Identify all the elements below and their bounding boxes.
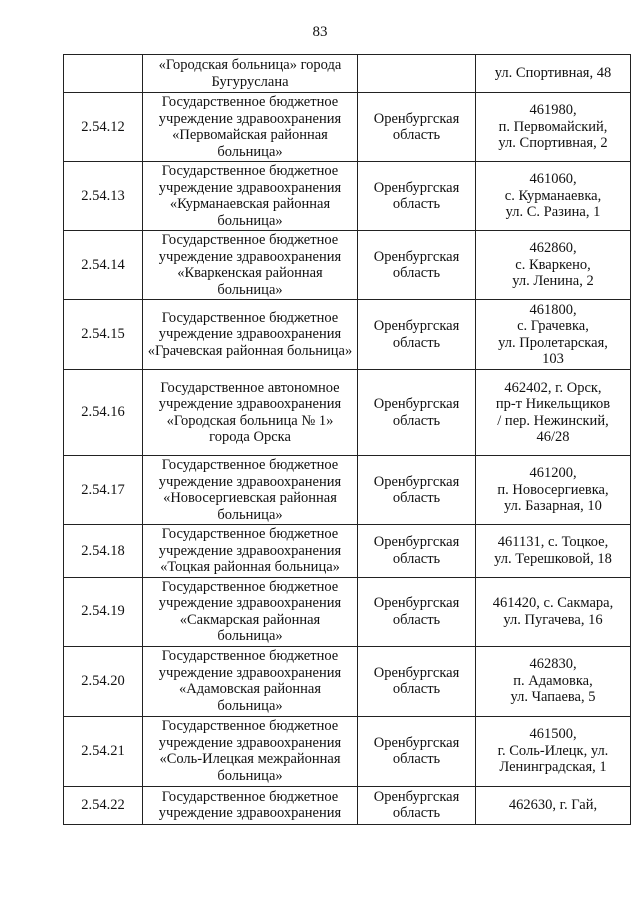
address-cell	[476, 577, 631, 646]
row-number-cell	[64, 577, 143, 646]
address-cell	[476, 93, 631, 162]
table-row	[64, 93, 631, 162]
institution-name-cell	[143, 525, 358, 578]
institution-name-line: «Городская больница» города	[158, 57, 342, 73]
institution-name-line: Государственное бюджетное	[161, 309, 339, 326]
address-cell	[476, 162, 631, 231]
address-line: 46/28	[536, 429, 570, 445]
institution-name-line: больница»	[217, 281, 283, 298]
table-row	[64, 786, 631, 824]
page-number: 83	[312, 24, 328, 40]
institution-name-line: «Курманаевская районная	[169, 196, 331, 212]
row-number: 2.54.19	[81, 603, 125, 620]
institution-name-line: Государственное бюджетное	[161, 788, 339, 805]
region-line: область	[392, 550, 441, 567]
institution-name-line: учреждение здравоохранения	[158, 110, 342, 127]
region-line: Оренбургская	[373, 595, 460, 611]
table-row	[64, 646, 631, 716]
region-line: область	[392, 334, 441, 351]
institution-name-line: больница»	[217, 143, 283, 160]
address-cell	[476, 646, 631, 716]
institution-name-cell	[143, 577, 358, 646]
address-line: 103	[542, 351, 564, 367]
institution-name-line: Государственное бюджетное	[161, 578, 339, 595]
region-line: Оренбургская	[373, 473, 460, 490]
row-number-cell	[64, 525, 143, 578]
region-line: область	[392, 681, 441, 697]
address-line: 461131, с. Тоцкое,	[497, 534, 609, 551]
institution-name-cell	[143, 646, 358, 716]
region-line: Оренбургская	[373, 534, 460, 551]
table-row	[64, 456, 631, 525]
row-number-cell	[64, 370, 143, 456]
region-line: область	[392, 127, 441, 143]
address-line: ул. Пугачева, 16	[503, 611, 603, 628]
row-number-cell	[64, 646, 143, 716]
region-line: Оренбургская	[373, 396, 460, 412]
table-row	[64, 300, 631, 370]
table-row	[64, 162, 631, 231]
address-line: ул. Ленина, 2	[512, 273, 594, 290]
row-number: 2.54.12	[81, 118, 125, 135]
institution-name-line: Государственное бюджетное	[161, 163, 339, 179]
region-line: Оренбургская	[373, 248, 460, 265]
address-line: пр-т Никельщиков	[495, 396, 611, 412]
address-line: 461500,	[529, 726, 577, 743]
region-line: область	[392, 611, 441, 628]
institution-name-line: учреждение здравоохранения	[158, 734, 342, 751]
region-line: Оренбургская	[373, 664, 460, 681]
row-number-cell	[64, 786, 143, 824]
address-line: ул. Пролетарская,	[498, 334, 608, 351]
institution-name-line: учреждение здравоохранения	[158, 664, 342, 681]
region-cell	[358, 716, 476, 786]
region-cell	[358, 646, 476, 716]
institution-name-line: Бугуруслана	[211, 73, 289, 90]
table-row	[64, 55, 631, 93]
address-line: ул. Спортивная, 48	[494, 65, 612, 82]
region-line: Оренбургская	[373, 734, 460, 751]
address-line: ул. Чапаева, 5	[510, 689, 596, 706]
address-line: п. Новосергиевка,	[497, 481, 609, 498]
row-number-cell	[64, 456, 143, 525]
institution-name-line: Государственное бюджетное	[161, 718, 339, 734]
institution-name-line: учреждение здравоохранения	[158, 473, 342, 490]
row-number-cell	[64, 55, 143, 93]
institution-name-line: учреждение здравоохранения	[158, 248, 342, 265]
address-line: с. Курманаевка,	[504, 187, 602, 204]
institution-name-line: «Грачевская районная больница»	[147, 342, 353, 359]
institution-name-line: города Орска	[209, 429, 291, 445]
institution-name-line: больница»	[217, 767, 283, 784]
address-cell	[476, 231, 631, 300]
region-line: область	[392, 751, 441, 767]
institution-name-line: «Соль-Илецкая межрайонная	[159, 751, 341, 767]
institution-name-line: Государственное бюджетное	[161, 232, 339, 248]
region-line: область	[392, 196, 441, 212]
table-row	[64, 525, 631, 578]
table-row	[64, 231, 631, 300]
region-line: Оренбургская	[373, 179, 460, 196]
row-number-cell	[64, 162, 143, 231]
address-line: п. Первомайский,	[498, 118, 608, 135]
row-number-cell	[64, 93, 143, 162]
row-number: 2.54.22	[81, 796, 125, 813]
row-number-cell	[64, 231, 143, 300]
region-cell	[358, 231, 476, 300]
row-number: 2.54.14	[81, 256, 125, 273]
region-line: область	[392, 490, 441, 506]
row-number: 2.54.13	[81, 187, 125, 204]
address-line: ул. С. Разина, 1	[505, 204, 601, 221]
region-cell	[358, 300, 476, 370]
institution-name-cell	[143, 93, 358, 162]
region-cell	[358, 786, 476, 824]
row-number-cell	[64, 716, 143, 786]
region-cell	[358, 162, 476, 231]
institution-name-line: «Городская больница № 1»	[166, 412, 334, 429]
institution-name-line: больница»	[217, 697, 283, 714]
address-line: 461800,	[529, 301, 577, 318]
row-number: 2.54.16	[81, 404, 125, 421]
table-row	[64, 577, 631, 646]
institution-name-cell	[143, 55, 358, 93]
address-cell	[476, 300, 631, 370]
address-line: 462860,	[529, 240, 577, 257]
address-cell	[476, 456, 631, 525]
institution-name-line: больница»	[217, 212, 283, 229]
address-line: 462402, г. Орск,	[504, 379, 602, 396]
row-number: 2.54.18	[81, 542, 125, 559]
institution-name-line: больница»	[217, 628, 283, 644]
address-line: 462630, г. Гай,	[508, 796, 598, 813]
institution-name-line: учреждение здравоохранения	[158, 542, 342, 559]
row-number: 2.54.15	[81, 326, 125, 343]
address-line: ул. Базарная, 10	[504, 498, 602, 515]
address-cell	[476, 525, 631, 578]
institution-name-cell	[143, 370, 358, 456]
region-cell	[358, 55, 476, 93]
region-cell	[358, 93, 476, 162]
institution-name-line: Государственное автономное	[160, 379, 340, 396]
address-line: с. Грачевка,	[517, 318, 589, 334]
region-cell	[358, 456, 476, 525]
institution-name-line: «Адамовская районная	[178, 681, 322, 697]
address-line: п. Адамовка,	[513, 672, 593, 689]
institution-name-line: учреждение здравоохранения	[158, 595, 342, 611]
institution-name-line: Государственное бюджетное	[161, 94, 339, 110]
institution-name-line: учреждение здравоохранения	[158, 396, 342, 412]
institution-name-line: Государственное бюджетное	[161, 457, 339, 473]
address-line: г. Соль-Илецк, ул.	[497, 742, 609, 759]
address-line: ул. Терешковой, 18	[494, 550, 612, 567]
region-cell	[358, 370, 476, 456]
address-line: 461980,	[529, 102, 577, 119]
address-line: Ленинградская, 1	[499, 759, 607, 776]
address-cell	[476, 786, 631, 824]
institution-name-cell	[143, 456, 358, 525]
institution-name-line: Государственное бюджетное	[161, 526, 339, 542]
row-number: 2.54.17	[81, 481, 125, 498]
institution-name-line: «Кваркенская районная	[177, 265, 323, 281]
region-line: Оренбургская	[373, 788, 460, 805]
region-line: область	[392, 265, 441, 281]
institution-name-line: «Первомайская районная	[172, 127, 328, 143]
institution-name-line: учреждение здравоохранения	[158, 326, 342, 343]
address-cell	[476, 716, 631, 786]
row-number-cell	[64, 300, 143, 370]
address-cell	[476, 55, 631, 93]
institutions-table	[63, 54, 631, 825]
institution-name-line: «Тоцкая районная больница»	[160, 559, 340, 575]
address-line: / пер. Нежинский,	[497, 412, 609, 429]
institution-name-cell	[143, 716, 358, 786]
region-line: Оренбургская	[373, 318, 460, 334]
region-line: область	[392, 805, 441, 821]
table-body	[64, 55, 631, 825]
institution-name-line: «Сакмарская районная	[179, 611, 321, 628]
institution-name-cell	[143, 300, 358, 370]
region-line: область	[392, 412, 441, 429]
address-line: ул. Спортивная, 2	[498, 135, 608, 152]
institution-name-line: учреждение здравоохранения	[158, 179, 342, 196]
address-line: с. Кваркено,	[515, 256, 591, 273]
region-line: Оренбургская	[373, 110, 460, 127]
row-number: 2.54.20	[81, 672, 125, 689]
row-number: 2.54.21	[81, 742, 125, 759]
institution-name-line: «Новосергиевская районная	[163, 490, 337, 506]
address-line: 461420, с. Сакмара,	[492, 595, 614, 611]
institution-name-cell	[143, 786, 358, 824]
institution-name-cell	[143, 162, 358, 231]
address-cell	[476, 370, 631, 456]
region-cell	[358, 577, 476, 646]
table-row	[64, 370, 631, 456]
table-row	[64, 716, 631, 786]
address-line: 461060,	[529, 171, 577, 188]
institution-name-line: больница»	[217, 506, 283, 523]
institution-name-line: учреждение здравоохранения	[158, 805, 342, 821]
region-cell	[358, 525, 476, 578]
institution-name-line: Государственное бюджетное	[161, 648, 339, 664]
address-line: 461200,	[529, 465, 577, 482]
institution-name-cell	[143, 231, 358, 300]
address-line: 462830,	[529, 656, 577, 673]
